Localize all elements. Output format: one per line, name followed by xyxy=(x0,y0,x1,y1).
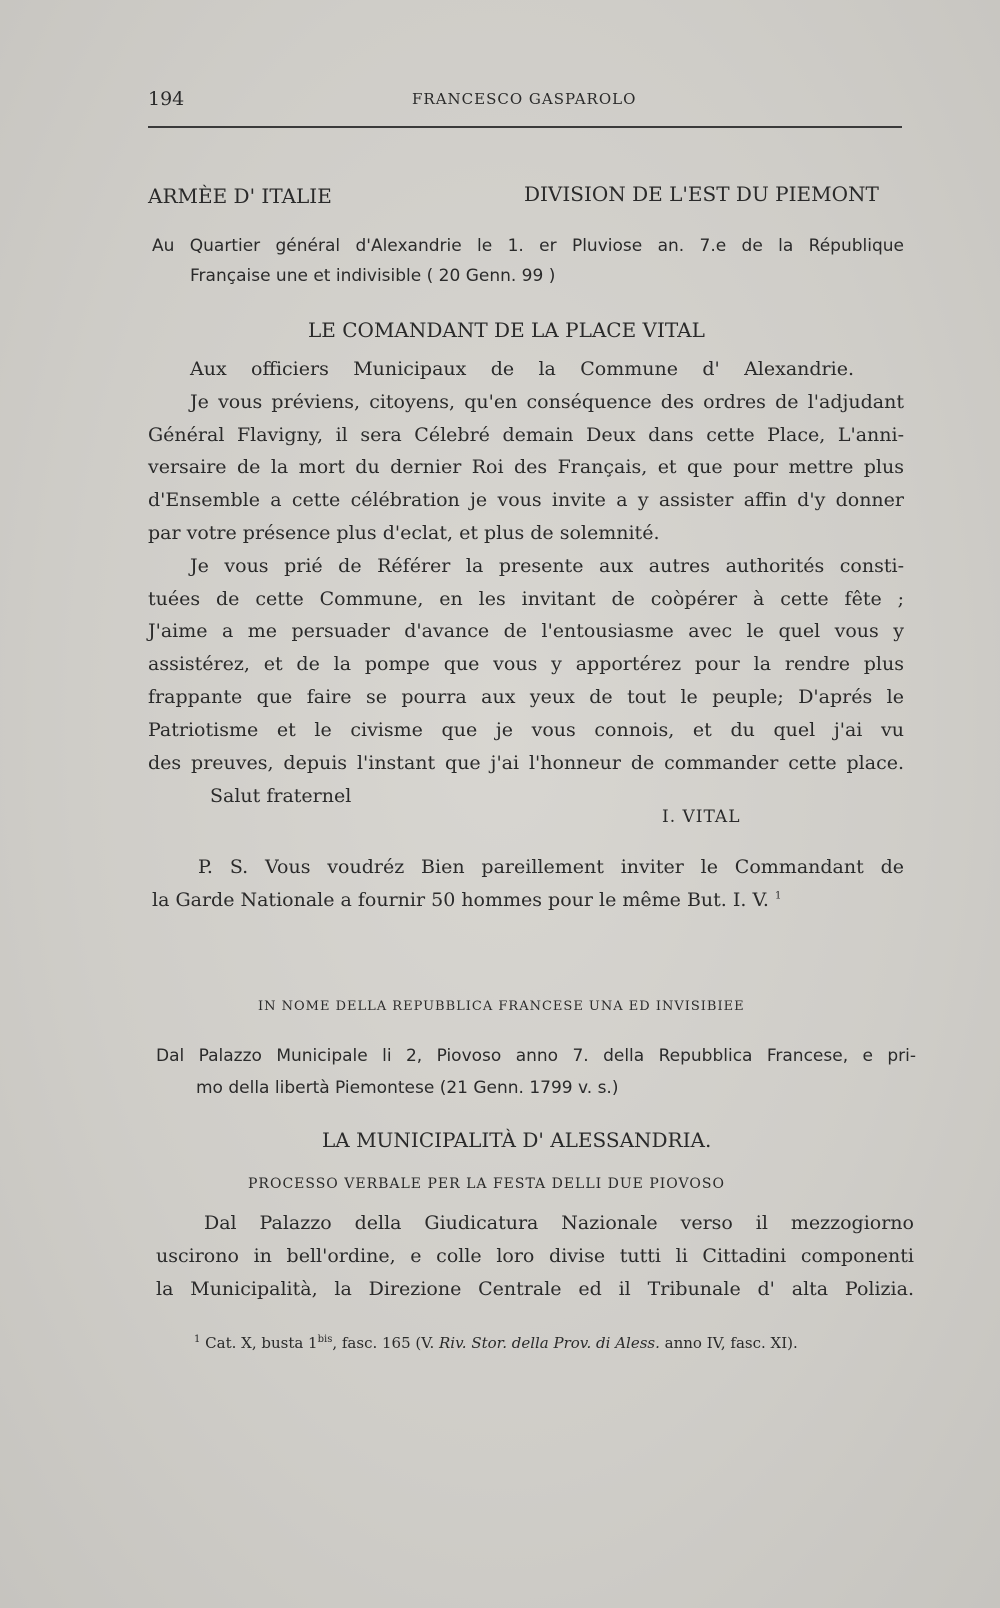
paragraph2-line-3: J'aime a me persuader d'avance de l'entousiasme avec le quel vous y xyxy=(148,620,904,642)
postscript-line-2 xyxy=(152,889,781,911)
paragraph1-line-3: versaire de la mort du dernier Roi des Français, et que pour mettre plus xyxy=(148,456,904,478)
footnote-bis: bis xyxy=(317,1334,333,1345)
italian-dateline-line-1: Dal Palazzo Municipale li 2, Piovoso anno 7. della Repubblica Francese, e pri- xyxy=(156,1046,916,1066)
salutation: Salut fraternel xyxy=(210,785,352,807)
paragraph3-line-1: Dal Palazzo della Giudicatura Nazionale verso il mezzogiorno xyxy=(204,1212,914,1234)
heading-armee: ARMÈE D' ITALIE xyxy=(148,184,332,208)
paragraph1-line-2: Général Flavigny, il sera Célebré demain Deux dans cette Place, L'anni- xyxy=(148,424,904,446)
dateline-line-1: Au Quartier général d'Alexandrie le 1. er Pluviose an. 7.e de la République xyxy=(152,236,904,256)
footnote-journal: Riv. Stor. della Prov. di Aless. xyxy=(439,1334,660,1352)
footnote-suffix: anno IV, fasc. XI). xyxy=(659,1334,798,1352)
paragraph3-line-2: uscirono in bell'ordine, e colle loro divise tutti li Cittadini componenti xyxy=(156,1245,914,1267)
dateline-line-2: Française une et indivisible ( 20 Genn. 99 ) xyxy=(190,266,556,286)
paragraph2-line-1: Je vous prié de Référer la presente aux autres authorités consti- xyxy=(190,555,904,577)
italian-dateline-line-2: mo della libertà Piemontese (21 Genn. 1799 v. s.) xyxy=(196,1078,619,1098)
commandant-title: LE COMANDANT DE LA PLACE VITAL xyxy=(308,318,705,342)
paragraph1-line-4: d'Ensemble a cette célébration je vous invite a y assister affin d'y donner xyxy=(148,489,904,511)
processo-title: PROCESSO VERBALE PER LA FESTA DELLI DUE PIOVOSO xyxy=(248,1176,725,1192)
header-rule xyxy=(148,126,902,128)
footnote-marker: 1 xyxy=(194,1334,201,1345)
page-number: 194 xyxy=(148,88,185,110)
paragraph2-line-2: tuées de cette Commune, en les invitant de coòpérer à cette fête ; xyxy=(148,588,904,610)
heading-division: DIVISION DE L'EST DU PIEMONT xyxy=(524,182,879,206)
postscript-line-1: P. S. Vous voudréz Bien pareillement inviter le Commandant de xyxy=(198,856,904,878)
footnote-prefix: Cat. X, busta 1 xyxy=(205,1334,318,1352)
postscript-line-2-text: la Garde Nationale a fournir 50 hommes pour le même But. I. V. xyxy=(152,889,769,911)
paragraph2-line-6: Patriotisme et le civisme que je vous connois, et du quel j'ai vu xyxy=(148,719,904,741)
paragraph2-line-7: des preuves, depuis l'instant que j'ai l'honneur de commander cette place. xyxy=(148,752,904,774)
italian-header: IN NOME DELLA REPUBBLICA FRANCESE UNA ED INVISIBIEE xyxy=(258,999,745,1014)
municipality-title: LA MUNICIPALITÀ D' ALESSANDRIA. xyxy=(322,1128,712,1152)
footnote xyxy=(194,1334,798,1352)
signature: I. VITAL xyxy=(662,807,741,827)
paragraph1-line-5: par votre présence plus d'eclat, et plus de solemnité. xyxy=(148,522,660,544)
running-title: FRANCESCO GASPAROLO xyxy=(412,90,637,108)
paragraph3-line-3: la Municipalità, la Direzione Centrale ed il Tribunale d' alta Polizia. xyxy=(156,1278,914,1300)
paragraph2-line-5: frappante que faire se pourra aux yeux de tout le peuple; D'aprés le xyxy=(148,686,904,708)
paragraph1-line-1: Je vous préviens, citoyens, qu'en conséquence des ordres de l'adjudant xyxy=(190,391,904,413)
addressee: Aux officiers Municipaux de la Commune d' Alexandrie. xyxy=(190,358,854,380)
footnote-middle: , fasc. 165 (V. xyxy=(332,1334,440,1352)
footnote-ref: 1 xyxy=(774,890,782,902)
paragraph2-line-4: assistérez, et de la pompe que vous y apportérez pour la rendre plus xyxy=(148,653,904,675)
